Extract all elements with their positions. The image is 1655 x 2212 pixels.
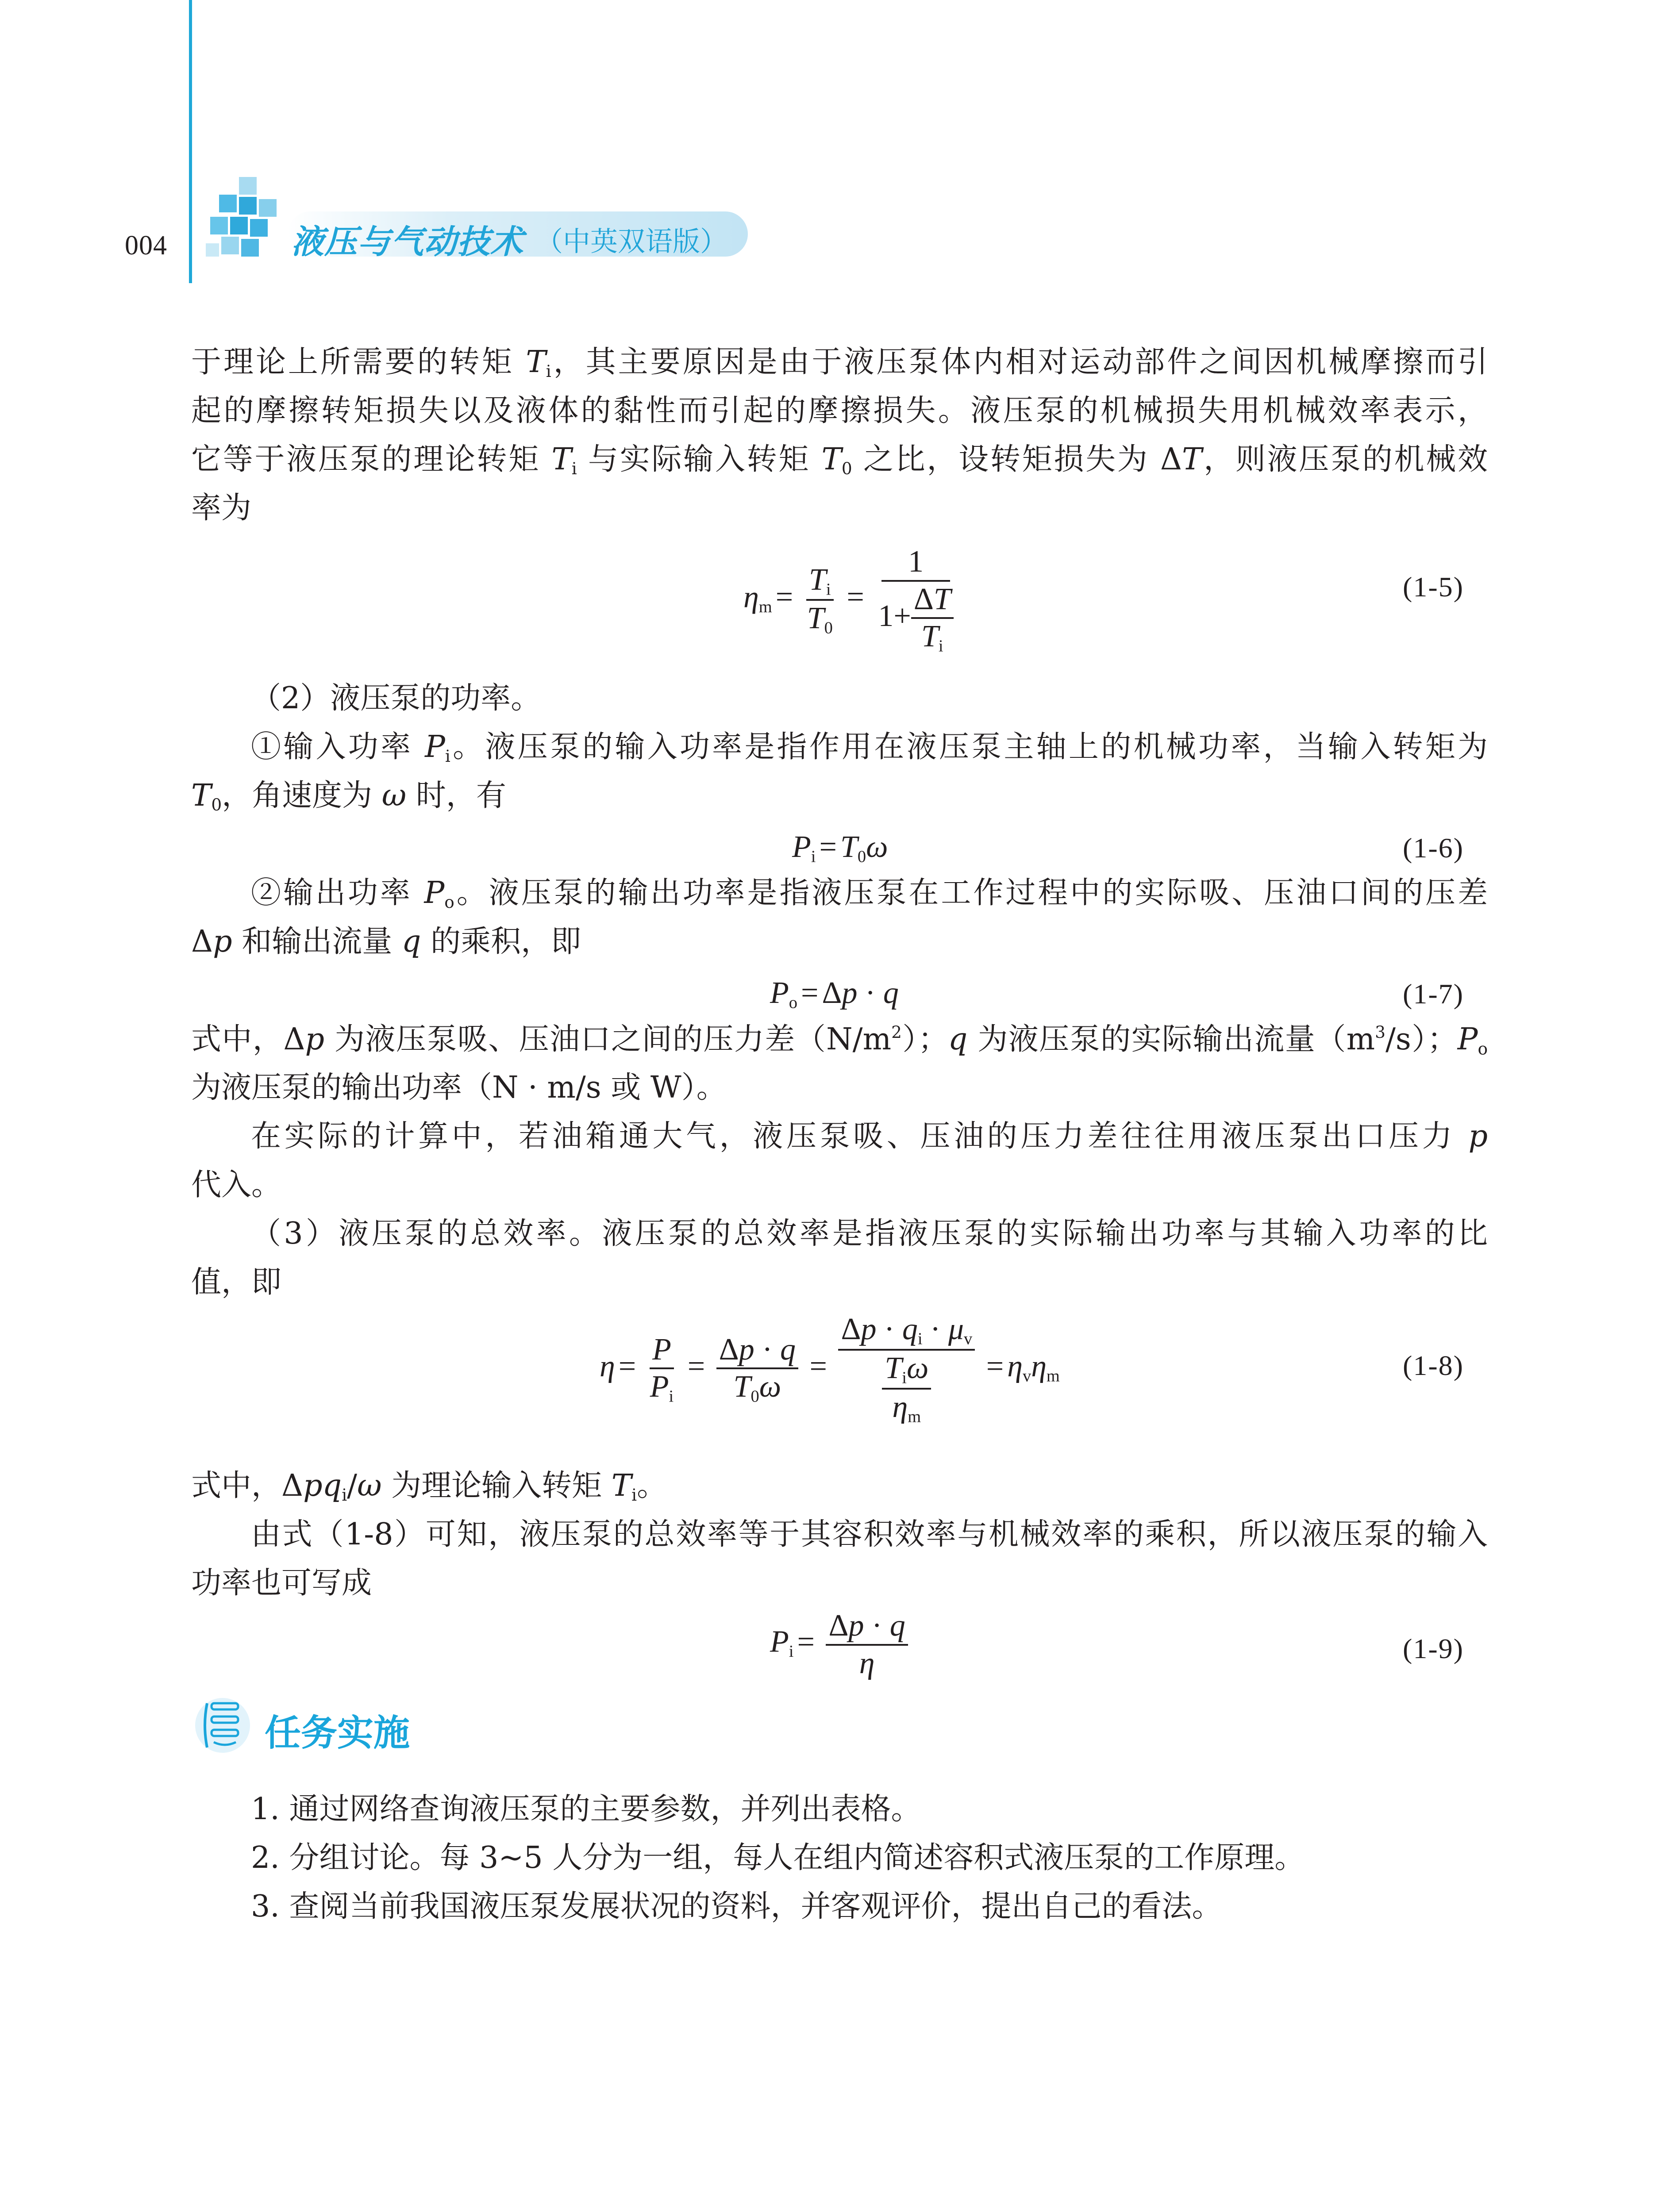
equation-number: (1-6) [1403,832,1464,864]
equation-number: (1-9) [1403,1633,1464,1664]
paragraph-line: 率为 [191,491,252,526]
book-title: 液压与气动技术 [291,223,523,261]
task-item: 1. 通过网络查询液压泵的主要参数，并列出表格。 [251,1792,921,1827]
paragraph-line: 在实际的计算中，若油箱通大气，液压泵吸、压油的压力差往往用液压泵出口压力 p [251,1119,1488,1154]
equation-1-7: $P_o = \Delta p \cdot q$ [770,976,899,1012]
paragraph-line: $T_0$，角速度为 ω 时，有 [191,778,506,815]
paragraph-line: ①输入功率 $P_i$。液压泵的输入功率是指作用在液压泵主轴上的机械功率，当输入转矩为 [251,730,1488,766]
section-title: 任务实施 [265,1712,410,1754]
equation-1-6: $P_i = T_0\omega$ [792,830,888,866]
paragraph-line: 由式（1-8）可知，液压泵的总效率等于其容积效率与机械效率的乘积，所以液压泵的输入 [251,1517,1488,1552]
paragraph-line: 代入。 [191,1167,282,1202]
task-item: 2. 分组讨论。每 3~5 人分为一组，每人在组内简述容积式液压泵的工作原理。 [251,1840,1305,1875]
page-number: 004 [125,230,167,261]
paragraph-line: 于理论上所需要的转矩 $T_i$，其主要原因是由于液压泵体内相对运动部件之间因机械摩擦而引 [191,345,1488,381]
cube-logo-icon [201,173,290,279]
equation-number: (1-8) [1403,1350,1464,1381]
equation-number: (1-5) [1403,571,1464,603]
paragraph-line: Δp 和输出流量 q 的乘积，即 [191,924,581,959]
paragraph-line: 它等于液压泵的理论转矩 $T_i$ 与实际输入转矩 $T_0$ 之比，设转矩损失为 ΔT，则液压泵的机械效 [191,442,1488,479]
paragraph-line: 值，即 [191,1265,282,1300]
paragraph-line: 起的摩擦转矩损失以及液体的黏性而引起的摩擦损失。液压泵的机械损失用机械效率表示， [191,393,1488,428]
paragraph-line: 式中，Δp 为液压泵吸、压油口之间的压力差$(N/m^2)$；q 为液压泵的实际输出流量$(m^3/s)$；$P_o$ [191,1022,1488,1059]
paragraph-line: 功率也可写成 [191,1566,372,1601]
task-item: 3. 查阅当前我国液压泵发展状况的资料，并客观评价，提出自己的看法。 [251,1889,1222,1924]
paragraph-line: 式中，Δpq$_i$/ω 为理论输入转矩 $T_i$。 [191,1468,667,1505]
subsection-title: （2）液压泵的功率。 [251,681,541,716]
equation-1-9: $P_i$ = $\frac{\Delta p \cdot q}{\eta}$ [770,1608,908,1681]
book-edition: （中英双语版） [535,225,728,257]
equation-1-8: η = $\frac{P}{P_i}$ = $\frac{\Delta p \cdot q}{T_0\omega}$ = $\frac{\Delta p \cdot q_i \cdot \mu_v}{\frac{T_i\omega}{\eta_m}}$ = $\eta_v\eta_m$ [600,1312,1060,1426]
equation-number: (1-7) [1403,978,1464,1010]
paragraph-line: ②输出功率 $P_o$。液压泵的输出功率是指液压泵在工作过程中的实际吸、压油口间的压差 [251,876,1488,912]
header-rule [189,0,192,283]
equation-1-5: $\eta_m$ = $\frac{T_i}{T_0}$ = 1 1+ $\frac{\Delta T}{T_i}$ [743,544,956,656]
section-icon [189,1690,256,1756]
paragraph-line: 为液压泵的输出功率（N · m/s 或 W）。 [191,1070,727,1105]
paragraph-line: （3）液压泵的总效率。液压泵的总效率是指液压泵的实际输出功率与其输入功率的比 [251,1216,1488,1251]
